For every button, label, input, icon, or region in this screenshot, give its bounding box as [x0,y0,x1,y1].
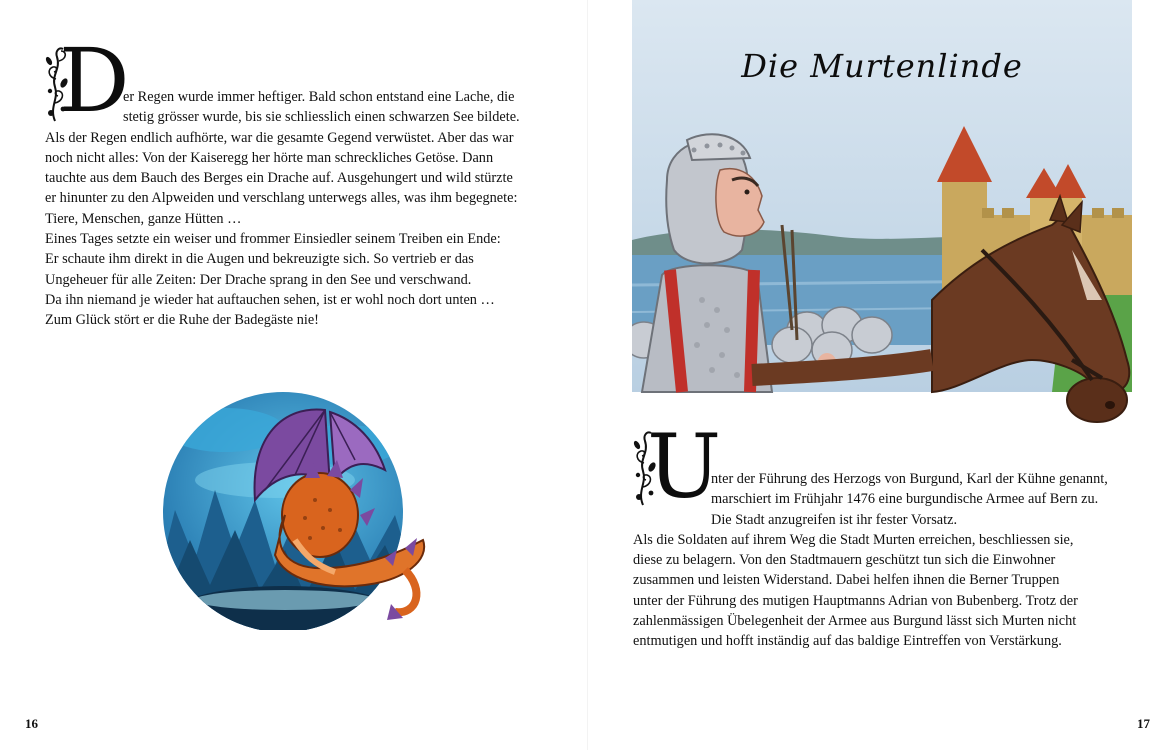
dragon-illustration [155,390,435,630]
ornate-drop-cap-d [45,29,130,132]
right-page-text [633,415,1138,652]
paragraph-line: zusammen und leisten Widerstand. Dabei helfen ihnen die Berner Truppen [633,572,1060,589]
left-page-text [45,29,560,331]
ornate-drop-cap-u [633,415,722,518]
paragraph-line: marschiert im Frühjahr 1476 eine burgundische Armee auf Bern zu. [711,491,1099,508]
paragraph-line: Als die Soldaten auf ihrem Weg die Stadt Murten erreichen, beschliessen sie, [633,531,1074,548]
paragraph-line: tauchte aus dem Bauch des Berges ein Drache auf. Ausgehungert und wild stürzte [45,170,513,187]
chapter-title: Die Murtenlinde [741,47,1023,85]
page-number-right: 17 [1137,716,1150,731]
spread-divider [587,0,588,750]
paragraph-line: Als der Regen endlich aufhörte, war die gesamte Gegend verwüstet. Aber das war [45,129,514,146]
paragraph-line: Tiere, Menschen, ganze Hütten … [45,210,242,227]
paragraph-line: Die Stadt anzugreifen ist ihr fester Vorsatz. [711,511,958,528]
page-number-left: 16 [25,716,38,731]
paragraph-line: Ungeheuer für alle Zeiten: Der Drache sprang in den See und verschwand. [45,271,472,288]
paragraph-line: unter der Führung des mutigen Hauptmanns Adrian von Bubenberg. Trotz der [633,592,1078,609]
paragraph-line: er hinunter zu den Alpweiden und verschlang unterwegs alles, was ihm begegnete: [45,190,518,207]
paragraph-line: nter der Führung des Herzogs von Burgund, Karl der Kühne genannt, [711,471,1108,487]
drop-cap-letter: U [647,415,722,518]
paragraph-line: Er schaute ihm direkt in die Augen und bekreuzigte sich. So vertrieb er das [45,251,474,268]
paragraph-line: stetig grösser wurde, bis sie schliesslich einen schwarzen See bildete. [123,109,520,126]
paragraph-line: Eines Tages setzte ein weiser und frommer Einsiedler seinem Treiben ein Ende: [45,231,501,248]
paragraph-line: er Regen wurde immer heftiger. Bald schon entstand eine Lache, die [123,89,515,105]
paragraph-line: zahlenmässigen Übelegenheit der Armee aus Burgund lässt sich Murten nicht [633,613,1077,630]
paragraph-line: Zum Glück stört er die Ruhe der Badegäste nie! [45,312,319,329]
paragraph-line: Da ihn niemand je wieder hat auftauchen sehen, ist er wohl noch dort unten … [45,291,495,308]
drop-cap-letter: D [59,29,130,132]
paragraph-line: entmutigen und hofft inständig auf das baldige Eintreffen von Verstärkung. [633,633,1062,650]
paragraph-line: noch nicht alles: Von der Kaiseregg her hörte man schreckliches Getöse. Dann [45,149,494,166]
paragraph-line: diese zu belagern. Von den Stadtmauern geschützt tun sich die Einwohner [633,552,1056,569]
